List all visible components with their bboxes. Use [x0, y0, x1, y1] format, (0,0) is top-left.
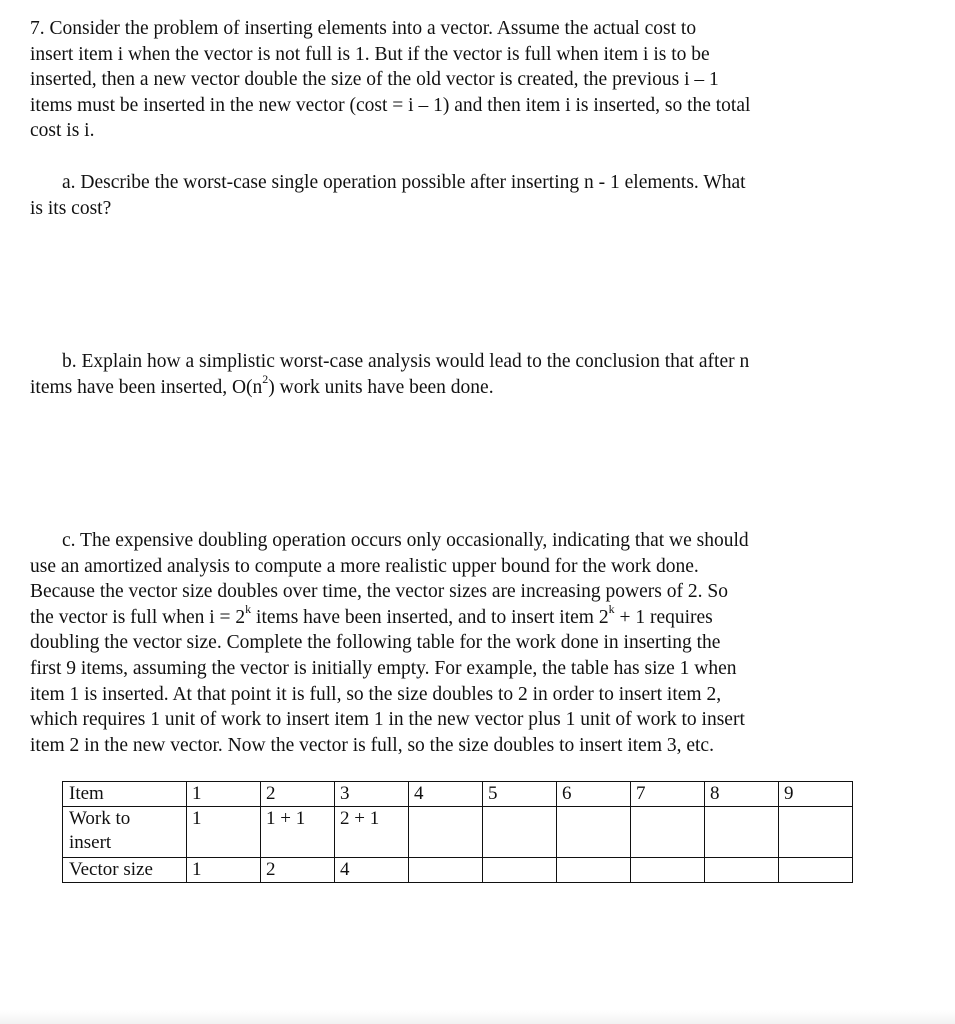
part-c-line	[30, 602, 860, 631]
part-b	[30, 349, 860, 400]
superscript: 2	[262, 372, 269, 387]
work-cell: 2 + 1	[335, 807, 409, 858]
work-cell[interactable]	[557, 807, 631, 858]
part-c-line: doubling the vector size. Complete the following table for the work done in inserting the	[30, 632, 721, 654]
part-c-line: c. The expensive doubling operation occurs only occasionally, indicating that we should	[62, 530, 749, 551]
page-bottom-edge	[0, 1010, 955, 1024]
intro-line: insert item i when the vector is not full is 1. But if the vector is full when item i is to be	[30, 43, 710, 65]
item-cell: 9	[779, 782, 853, 807]
part-a-line: a. Describe the worst-case single operation possible after inserting n - 1 elements. What	[62, 172, 746, 193]
row-header-size: Vector size	[63, 858, 187, 883]
row-header-work	[63, 807, 187, 858]
item-cell: 3	[335, 782, 409, 807]
item-cell: 8	[705, 782, 779, 807]
size-cell: 4	[335, 858, 409, 883]
intro-line: cost is i.	[30, 120, 95, 142]
table-row-work	[63, 807, 853, 858]
part-c-line: first 9 items, assuming the vector is initially empty. For example, the table has size 1 when	[30, 657, 737, 679]
part-c-line: Because the vector size doubles over time, the vector sizes are increasing powers of 2. So	[30, 581, 728, 603]
work-cell[interactable]	[483, 807, 557, 858]
size-cell[interactable]	[631, 858, 705, 883]
work-cell: 1 + 1	[261, 807, 335, 858]
item-cell: 1	[187, 782, 261, 807]
work-cell[interactable]	[409, 807, 483, 858]
part-c-line: item 2 in the new vector. Now the vector is full, so the size doubles to insert item 3, etc.	[30, 734, 714, 756]
part-b-text: ) work units have been done.	[268, 376, 494, 398]
size-cell[interactable]	[557, 858, 631, 883]
part-c-text: the vector is full when i = 2	[30, 606, 246, 628]
superscript: k	[608, 602, 615, 617]
part-a-line: is its cost?	[30, 197, 112, 219]
intro-line: items must be inserted in the new vector (cost = i – 1) and then item i is inserted, so the total	[30, 94, 751, 116]
item-cell: 7	[631, 782, 705, 807]
size-cell[interactable]	[779, 858, 853, 883]
intro-line: inserted, then a new vector double the size of the old vector is created, the previous i – 1	[30, 69, 719, 91]
row-header-item: Item	[63, 782, 187, 807]
row-header-work-line: insert	[69, 832, 112, 853]
work-cell[interactable]	[631, 807, 705, 858]
size-cell[interactable]	[483, 858, 557, 883]
superscript: k	[245, 602, 252, 617]
part-c-text: items have been inserted, and to insert item 2	[251, 606, 609, 628]
size-cell[interactable]	[705, 858, 779, 883]
item-cell: 5	[483, 782, 557, 807]
size-cell: 1	[187, 858, 261, 883]
work-cell[interactable]	[705, 807, 779, 858]
item-cell: 6	[557, 782, 631, 807]
part-b-line	[30, 372, 860, 401]
row-header-work-line: Work to	[69, 808, 131, 829]
part-a	[30, 170, 860, 221]
work-table	[62, 781, 853, 883]
table-row-size	[63, 858, 853, 883]
work-cell: 1	[187, 807, 261, 858]
part-c	[30, 528, 860, 758]
part-c-text: + 1 requires	[614, 606, 713, 628]
work-cell[interactable]	[779, 807, 853, 858]
part-c-line: use an amortized analysis to compute a more realistic upper bound for the work done.	[30, 555, 699, 577]
size-cell: 2	[261, 858, 335, 883]
part-c-line: which requires 1 unit of work to insert item 1 in the new vector plus 1 unit of work to insert	[30, 709, 745, 731]
part-b-text: items have been inserted, O(n	[30, 376, 263, 398]
item-cell: 2	[261, 782, 335, 807]
part-c-line: item 1 is inserted. At that point it is full, so the size doubles to 2 in order to insert item 2,	[30, 683, 722, 705]
part-b-line: b. Explain how a simplistic worst-case analysis would lead to the conclusion that after n	[62, 351, 750, 372]
table-row-item	[63, 782, 853, 807]
intro-line: 7. Consider the problem of inserting elements into a vector. Assume the actual cost to	[30, 18, 697, 39]
question-7-intro	[30, 16, 860, 144]
item-cell: 4	[409, 782, 483, 807]
size-cell[interactable]	[409, 858, 483, 883]
